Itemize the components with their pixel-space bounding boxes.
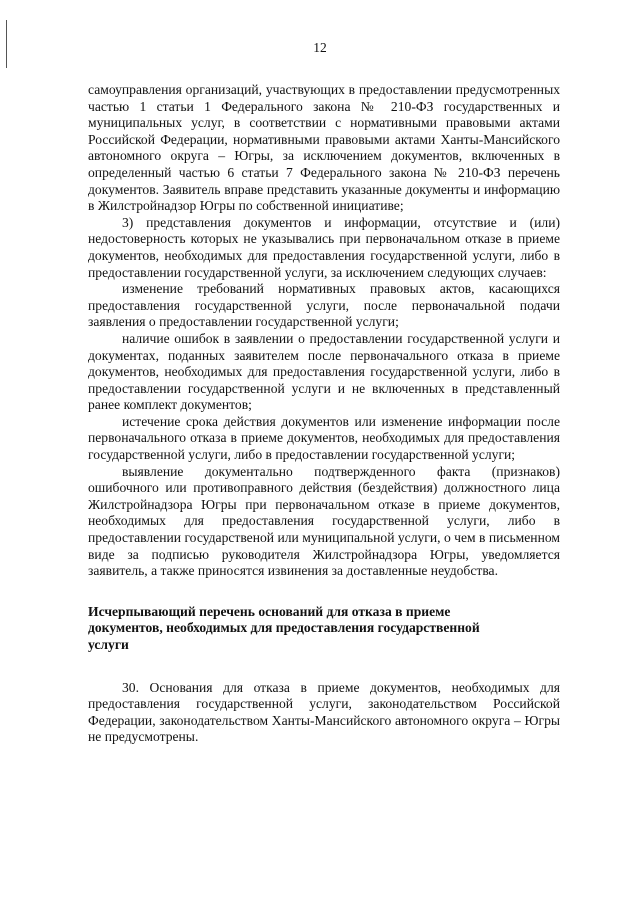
section-heading-line-3: услуги [88,637,129,652]
paragraph-exception-requirements-change: изменение требований нормативных правовых актов, касающихся предоставления государственной услуги, после первоначальной подачи заявления о предоставлении государственной услуги; [88,281,560,330]
paragraph-exception-misconduct: выявление документально подтвержденного факта (признаков) ошибочного или противоправного действия (бездействия) должностного лица Жилстройнадзора Югры при первоначальном отказе в приеме документов, необходимых для предоставления государственной услуги, либо в предоставлении государственой или муниципальной услуги, о чем в письменном виде за подписью руководителя Жилстройнадзора Югры, уведомляется заявитель, а также приносятся извинения за доставленные неудобства. [88,463,560,579]
paragraph-exception-errors: наличие ошибок в заявлении о предоставлении государственной услуги и документах, поданных заявителем после первоначального отказа в приеме документов, необходимых для предоставления государственной услуги, либо в предоставлении государственной услуги и не включенных в представленный ранее комплект документов; [88,330,560,413]
page-content [88,82,560,746]
spacer [88,654,560,680]
paragraph-exception-expiry: истечение срока действия документов или изменение информации после первоначального отказа в приеме документов, необходимых для предоставления государственной услуги, либо в предоставлении государственной услуги; [88,413,560,463]
section-heading [88,604,560,654]
section-heading-line-2: документов, необходимых для предоставления государственной [88,620,480,636]
paragraph-item-3: 3) представления документов и информации, отсутствие и (или) недостоверность которых не указывались при первоначальном отказе в приеме документов, необходимых для предоставления государственной услуги, либо в предоставлении государственной услуги, за исключением следующих случаев: [88,214,560,280]
paragraph-continuation: самоуправления организаций, участвующих в предоставлении предусмотренных частью 1 статьи 1 Федерального закона № 210-ФЗ государственных и муниципальных услуг, в соответствии с нормативными правовыми актами Российской Федерации, нормативными правовыми актами Ханты-Мансийского автономного округа – Югры, за исключением документов, включенных в определенный частью 6 статьи 7 Федерального закона № 210-ФЗ перечень документов. Заявитель вправе представить указанные документы и информацию в Жилстройнадзор Югры по собственной инициативе; [88,82,560,214]
spacer [88,580,560,604]
page-number: 12 [313,40,327,55]
paragraph-item-30: 30. Основания для отказа в приеме документов, необходимых для предоставления государственной услуги, законодательством Российской Федерации, законодательством Ханты-Мансийского автономного округа – Югры не предусмотрены. [88,679,560,745]
section-heading-line-1: Исчерпывающий перечень оснований для отказа в приеме [88,603,451,619]
